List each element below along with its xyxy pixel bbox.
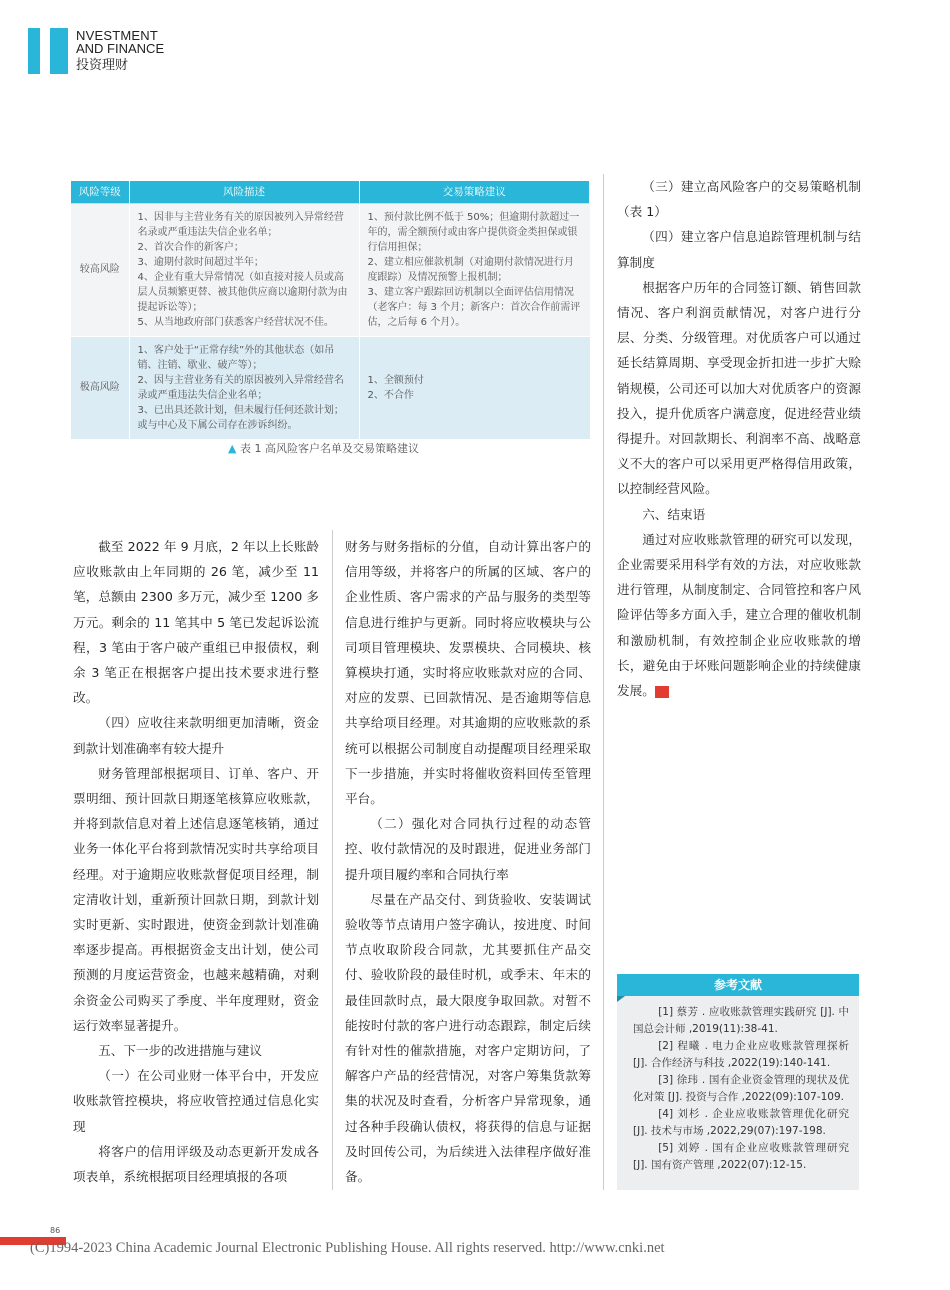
logo-line-2: AND FINANCE	[76, 41, 165, 56]
section-heading: （三）建立高风险客户的交易策略机制（表 1）	[617, 179, 861, 220]
risk-description: 1、客户处于“正常存续”外的其他状态（如吊销、注销、歇业、破产等）； 2、因与主营业务有关的原因被列入异常经营名录或严重违法失信企业名单； 3、已出具还款计划，但未履行任何还款计划；或与中心及下属公司存在涉诉纠纷。	[129, 336, 359, 439]
risk-table	[71, 181, 590, 439]
section-heading: （四）建立客户信息追踪管理机制与结算制度	[617, 229, 861, 270]
logo-line-3: 投资理财	[76, 58, 129, 73]
risk-strategy: 1、预付款比例不低于 50%；但逾期付款超过一年的，需全额预付或由客户提供资金类担保或银行信用担保； 2、建立相应催款机制（对逾期付款情况进行月度跟踪）及情况预警上报机制； 3、建立客户跟踪回访机制以全面评估信用情况（老客户：每 3 个月；新客户：首次合作前需评估，之后每 6 个月）。	[359, 203, 590, 336]
section-heading: 六、结束语	[642, 506, 706, 522]
risk-description: 1、因非与主营业务有关的原因被列入异常经营名录或严重违法失信企业名单； 2、首次合作的新客户； 3、逾期付款时间超过半年； 4、企业有重大异常情况（如直接对接人员或高层人员频繁更替、被其他供应商以逾期付款为由提起诉讼等）； 5、从当地政府部门获悉客户经营状况不佳。	[129, 203, 359, 336]
copyright-footer: (C)1994-2023 China Academic Journal Electronic Publishing House. All rights reserved. http://www.cnki.net	[30, 1240, 665, 1256]
section-heading: （四）应收往来款明细更加清晰，资金到款计划准确率有较大提升	[73, 715, 319, 756]
caption-triangle-icon: ▲	[228, 442, 237, 455]
paragraph: 财务与财务指标的分值，自动计算出客户的信用等级，并将客户的所属的区域、客户的企业性质、客户需求的产品与服务的类型等信息进行维护与更新。同时将应收模块与公司项目管理模块、发票模块、合同模块、核算模块打通，实时将应收账款对应的合同、对应的发票、已回款情况、是否逾期等信息共享给项目经理。对其逾期的应收账款的系统可以根据公司制度自动提醒项目经理采取下一步措施，并实时将催收资料回传至管理平台。	[345, 539, 591, 807]
risk-level: 较高风险	[71, 203, 129, 336]
section-heading: （二）强化对合同执行过程的动态管控、收付款情况的及时跟进，促进业务部门提升项目履约率和合同执行率	[345, 816, 591, 882]
references-box	[617, 974, 859, 1190]
table-row	[71, 336, 590, 439]
table-header-strategy: 交易策略建议	[359, 181, 590, 203]
table-caption	[228, 440, 419, 456]
column-divider	[603, 174, 604, 1190]
paragraph: 尽量在产品交付、到货验收、安装调试验收等节点请用户签字确认，按进度、时间节点收取阶段合同款，尤其要抓住产品交付、验收阶段的最佳时机，或季末、年末的最佳回款时点，最大限度争取回款。对暂不能按时付款的客户进行动态跟踪，制定后续有针对性的催款措施，对客户定期访问，了解客户产品的经营情况，对客户筹集货款筹集的状况及时查看，分析客户异常现象，通过各种手段确认债权，将获得的信息与证据及时回传公司，为后续进入法律程序做好准备。	[345, 891, 591, 1185]
paragraph: 根据客户历年的合同签订额、销售回款情况、客户利润贡献情况，对客户进行分层、分类、分级管理。对优质客户可以通过延长结算周期、享受现金折扣进一步扩大赊销规模，公司还可以加大对优质客户的资源投入，提升优质客户满意度，促进经营业绩得提升。对回款期长、利润率不高、战略意义不大的客户可以采用更严格得信用政策，以控制经营风险。	[617, 279, 861, 497]
references-title: 参考文献	[617, 974, 859, 996]
column-divider	[332, 530, 333, 1190]
text-column-middle	[345, 534, 591, 1189]
paragraph: 财务管理部根据项目、订单、客户、开票明细、预计回款日期逐笔核算应收账款，并将到款信息对着上述信息逐笔核销，通过业务一体化平台将到款情况实时共享给项目经理。对于逾期应收账款督促项目经理，制定清收计划，重新预计回款日期，到款计划实时更新、实时跟进，使资金到款计划准确率逐步提高。再根据资金支出计划，使公司预测的月度运营资金，也越来越精确，对剩余资金公司购买了季度、半年度理财，资金运行效率显著提升。	[73, 765, 319, 1033]
paragraph: 将客户的信用评级及动态更新开发成各项表单，系统根据项目经理填报的各项	[73, 1143, 319, 1185]
reference-item: [1] 蔡芳 . 应收账款管理实践研究 [J]. 中国总会计师 ,2019(11):38-41.	[633, 1006, 849, 1035]
caption-text: 表 1 高风险客户名单及交易策略建议	[239, 442, 419, 455]
paragraph: 截至 2022 年 9 月底，2 年以上长账龄应收账款由上年同期的 26 笔，减少至 11 笔，总额由 2300 多万元，减少至 1200 多万元。剩余的 11 笔其中 5 笔已发起诉讼流程，3 笔由于客户破产重组已申报债权，剩余 3 笔正在根据客户提出技术要求进行整改。	[73, 539, 319, 706]
reference-item: [4] 刘杉 . 企业应收账款管理优化研究 [J]. 技术与市场 ,2022,29(07):197-198.	[633, 1108, 849, 1137]
table-header-description: 风险描述	[129, 181, 359, 203]
references-list	[617, 996, 859, 1174]
table-header-level: 风险等级	[71, 181, 129, 203]
paragraph	[617, 527, 861, 703]
section-heading: （一）在公司业财一体平台中，开发应收账款管控模块，将应收管控通过信息化实现	[73, 1068, 319, 1134]
section-heading: 五、下一步的改进措施与建议	[98, 1043, 262, 1059]
logo-i-mark	[28, 28, 68, 74]
reference-item: [5] 刘婷 . 国有企业应收账款管理研究 [J]. 国有资产管理 ,2022(07):12-15.	[633, 1142, 849, 1171]
table-row	[71, 203, 590, 336]
logo-line-1: NVESTMENT	[76, 28, 158, 43]
risk-level: 极高风险	[71, 336, 129, 439]
text-column-left	[73, 534, 319, 1189]
reference-item: [2] 程曦 . 电力企业应收账款管理探析 [J]. 合作经济与科技 ,2022(19):140-141.	[633, 1040, 849, 1069]
end-mark-icon: M	[655, 686, 669, 698]
risk-strategy: 1、全额预付 2、不合作	[359, 336, 590, 439]
reference-item: [3] 徐玮 . 国有企业资金管理的现状及优化对策 [J]. 投资与合作 ,2022(09):107-109.	[633, 1074, 849, 1103]
text-column-right	[617, 174, 861, 703]
page-number: 86	[50, 1226, 61, 1235]
paragraph-text: 通过对应收账款管理的研究可以发现，企业需要采用科学有效的方法，对应收账款进行管理，从制度制定、合同管控和客户风险评估等多方面入手，建立合理的催收机制和激励机制，有效控制企业应收账款的增长，避免由于坏账问题影响企业的持续健康发展。	[617, 531, 861, 699]
journal-logo	[28, 28, 228, 78]
